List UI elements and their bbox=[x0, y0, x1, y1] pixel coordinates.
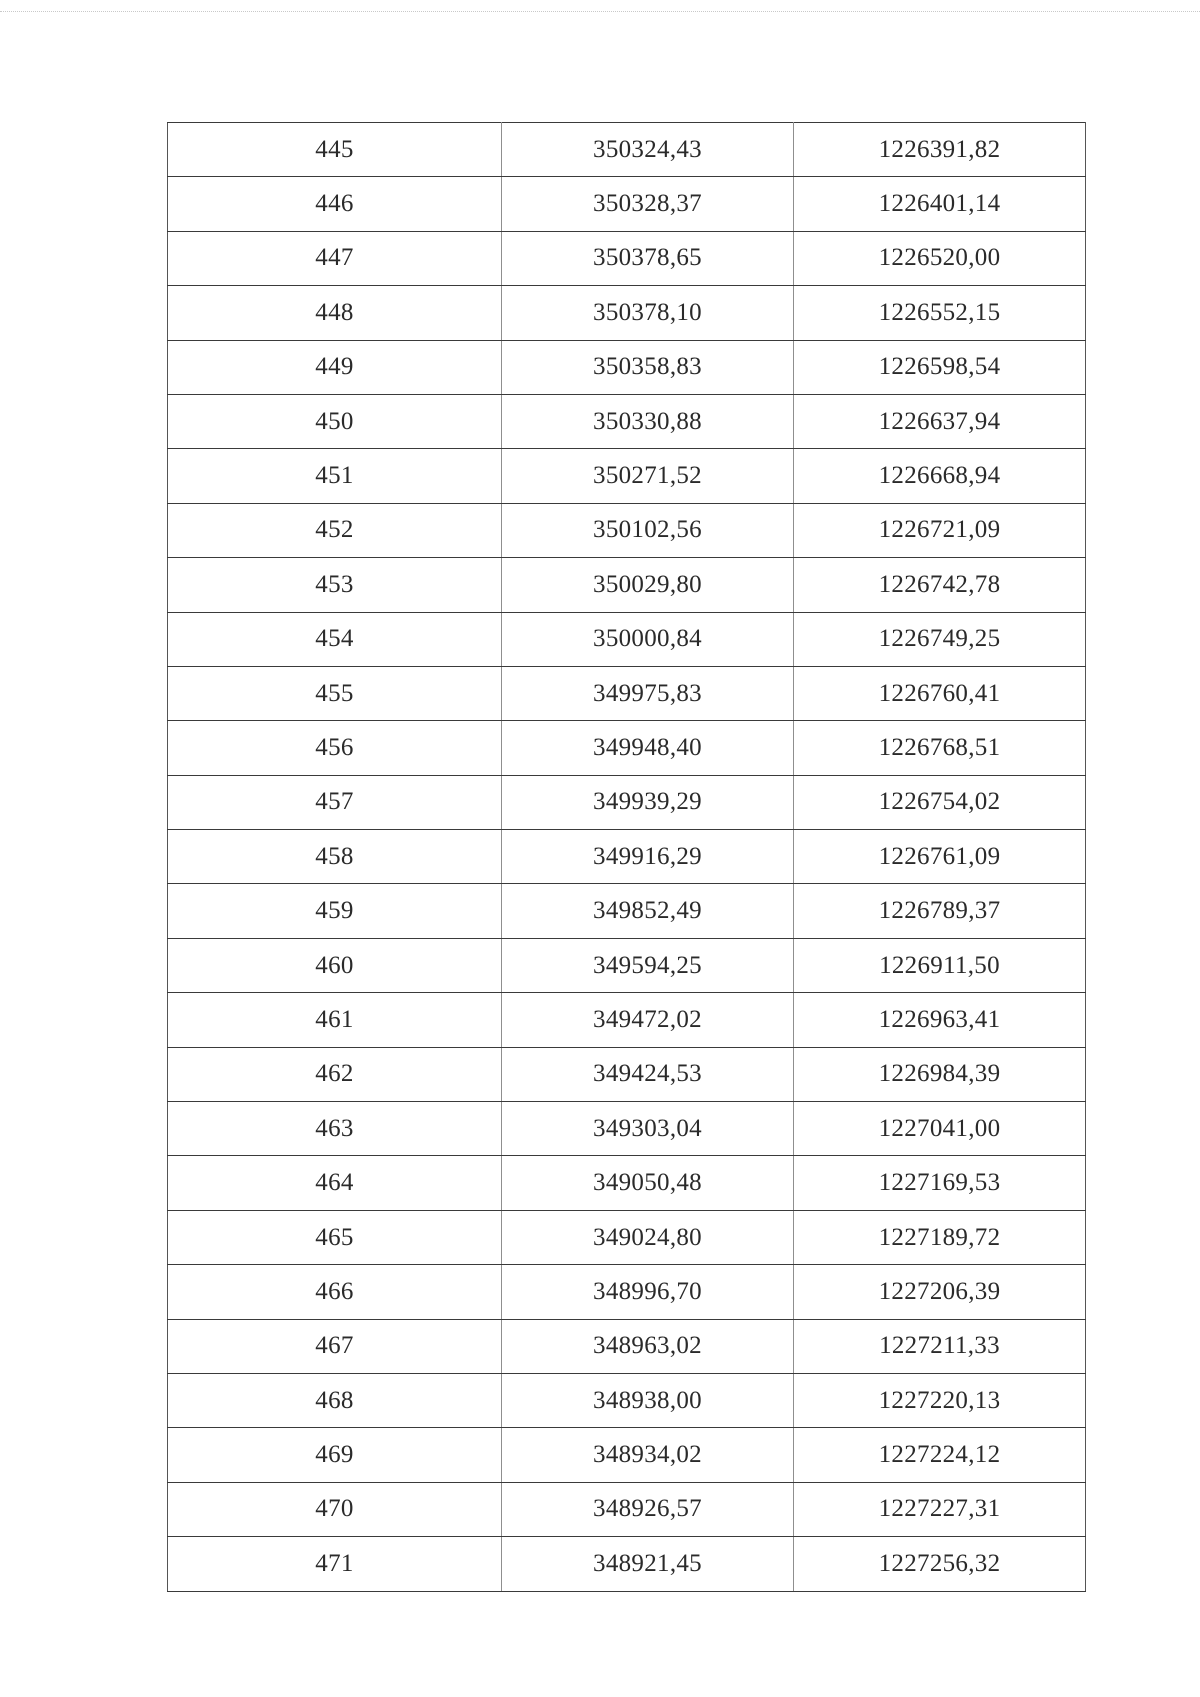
table-row bbox=[168, 1482, 1086, 1536]
point-number-cell: 458 bbox=[168, 830, 502, 884]
y-coordinate-cell: 1226789,37 bbox=[794, 884, 1086, 938]
point-number-cell: 456 bbox=[168, 721, 502, 775]
point-number-cell: 446 bbox=[168, 177, 502, 231]
point-number-cell: 453 bbox=[168, 558, 502, 612]
y-coordinate-cell: 1227256,32 bbox=[794, 1537, 1086, 1591]
table-row bbox=[168, 340, 1086, 394]
point-number-cell: 445 bbox=[168, 123, 502, 177]
x-coordinate-cell: 348963,02 bbox=[502, 1319, 794, 1373]
y-coordinate-cell: 1226668,94 bbox=[794, 449, 1086, 503]
point-number-cell: 468 bbox=[168, 1373, 502, 1427]
point-number-cell: 459 bbox=[168, 884, 502, 938]
table-row bbox=[168, 394, 1086, 448]
x-coordinate-cell: 350330,88 bbox=[502, 394, 794, 448]
x-coordinate-cell: 350358,83 bbox=[502, 340, 794, 394]
point-number-cell: 467 bbox=[168, 1319, 502, 1373]
y-coordinate-cell: 1227220,13 bbox=[794, 1373, 1086, 1427]
point-number-cell: 470 bbox=[168, 1482, 502, 1536]
point-number-cell: 461 bbox=[168, 993, 502, 1047]
table-row bbox=[168, 938, 1086, 992]
table-row bbox=[168, 1047, 1086, 1101]
table-row bbox=[168, 449, 1086, 503]
table-row bbox=[168, 1156, 1086, 1210]
table-row bbox=[168, 1102, 1086, 1156]
point-number-cell: 465 bbox=[168, 1210, 502, 1264]
y-coordinate-cell: 1227041,00 bbox=[794, 1102, 1086, 1156]
x-coordinate-cell: 349472,02 bbox=[502, 993, 794, 1047]
x-coordinate-cell: 350328,37 bbox=[502, 177, 794, 231]
y-coordinate-cell: 1226552,15 bbox=[794, 286, 1086, 340]
table-row bbox=[168, 558, 1086, 612]
y-coordinate-cell: 1226749,25 bbox=[794, 612, 1086, 666]
table-row bbox=[168, 1537, 1086, 1591]
y-coordinate-cell: 1227211,33 bbox=[794, 1319, 1086, 1373]
x-coordinate-cell: 348921,45 bbox=[502, 1537, 794, 1591]
coordinates-table bbox=[167, 122, 1086, 1592]
table-row bbox=[168, 884, 1086, 938]
table-row bbox=[168, 1373, 1086, 1427]
x-coordinate-cell: 348938,00 bbox=[502, 1373, 794, 1427]
y-coordinate-cell: 1226401,14 bbox=[794, 177, 1086, 231]
point-number-cell: 464 bbox=[168, 1156, 502, 1210]
y-coordinate-cell: 1226963,41 bbox=[794, 993, 1086, 1047]
table-row bbox=[168, 775, 1086, 829]
point-number-cell: 455 bbox=[168, 666, 502, 720]
x-coordinate-cell: 348934,02 bbox=[502, 1428, 794, 1482]
point-number-cell: 452 bbox=[168, 503, 502, 557]
x-coordinate-cell: 349024,80 bbox=[502, 1210, 794, 1264]
y-coordinate-cell: 1227224,12 bbox=[794, 1428, 1086, 1482]
point-number-cell: 450 bbox=[168, 394, 502, 448]
table-row bbox=[168, 503, 1086, 557]
point-number-cell: 469 bbox=[168, 1428, 502, 1482]
x-coordinate-cell: 349852,49 bbox=[502, 884, 794, 938]
point-number-cell: 462 bbox=[168, 1047, 502, 1101]
y-coordinate-cell: 1226391,82 bbox=[794, 123, 1086, 177]
y-coordinate-cell: 1226520,00 bbox=[794, 231, 1086, 285]
table-row bbox=[168, 177, 1086, 231]
point-number-cell: 466 bbox=[168, 1265, 502, 1319]
y-coordinate-cell: 1226598,54 bbox=[794, 340, 1086, 394]
x-coordinate-cell: 349050,48 bbox=[502, 1156, 794, 1210]
x-coordinate-cell: 350378,10 bbox=[502, 286, 794, 340]
x-coordinate-cell: 349303,04 bbox=[502, 1102, 794, 1156]
x-coordinate-cell: 350324,43 bbox=[502, 123, 794, 177]
x-coordinate-cell: 349975,83 bbox=[502, 666, 794, 720]
coordinates-table-body bbox=[168, 123, 1086, 1592]
point-number-cell: 460 bbox=[168, 938, 502, 992]
table-row bbox=[168, 123, 1086, 177]
y-coordinate-cell: 1226721,09 bbox=[794, 503, 1086, 557]
y-coordinate-cell: 1226984,39 bbox=[794, 1047, 1086, 1101]
y-coordinate-cell: 1226911,50 bbox=[794, 938, 1086, 992]
y-coordinate-cell: 1226637,94 bbox=[794, 394, 1086, 448]
y-coordinate-cell: 1227206,39 bbox=[794, 1265, 1086, 1319]
table-row bbox=[168, 1428, 1086, 1482]
y-coordinate-cell: 1227169,53 bbox=[794, 1156, 1086, 1210]
x-coordinate-cell: 349939,29 bbox=[502, 775, 794, 829]
x-coordinate-cell: 349948,40 bbox=[502, 721, 794, 775]
point-number-cell: 451 bbox=[168, 449, 502, 503]
table-row bbox=[168, 830, 1086, 884]
y-coordinate-cell: 1227227,31 bbox=[794, 1482, 1086, 1536]
y-coordinate-cell: 1227189,72 bbox=[794, 1210, 1086, 1264]
y-coordinate-cell: 1226760,41 bbox=[794, 666, 1086, 720]
point-number-cell: 457 bbox=[168, 775, 502, 829]
table-row bbox=[168, 231, 1086, 285]
point-number-cell: 448 bbox=[168, 286, 502, 340]
y-coordinate-cell: 1226768,51 bbox=[794, 721, 1086, 775]
y-coordinate-cell: 1226761,09 bbox=[794, 830, 1086, 884]
x-coordinate-cell: 348996,70 bbox=[502, 1265, 794, 1319]
point-number-cell: 447 bbox=[168, 231, 502, 285]
x-coordinate-cell: 349594,25 bbox=[502, 938, 794, 992]
x-coordinate-cell: 349424,53 bbox=[502, 1047, 794, 1101]
y-coordinate-cell: 1226754,02 bbox=[794, 775, 1086, 829]
x-coordinate-cell: 350029,80 bbox=[502, 558, 794, 612]
table-row bbox=[168, 666, 1086, 720]
table-row bbox=[168, 1319, 1086, 1373]
table-row bbox=[168, 1210, 1086, 1264]
table-row bbox=[168, 1265, 1086, 1319]
x-coordinate-cell: 350271,52 bbox=[502, 449, 794, 503]
point-number-cell: 454 bbox=[168, 612, 502, 666]
point-number-cell: 449 bbox=[168, 340, 502, 394]
x-coordinate-cell: 350102,56 bbox=[502, 503, 794, 557]
table-row bbox=[168, 286, 1086, 340]
page-top-edge bbox=[0, 11, 1200, 12]
point-number-cell: 463 bbox=[168, 1102, 502, 1156]
table-row bbox=[168, 993, 1086, 1047]
x-coordinate-cell: 349916,29 bbox=[502, 830, 794, 884]
point-number-cell: 471 bbox=[168, 1537, 502, 1591]
table-row bbox=[168, 721, 1086, 775]
y-coordinate-cell: 1226742,78 bbox=[794, 558, 1086, 612]
x-coordinate-cell: 350000,84 bbox=[502, 612, 794, 666]
x-coordinate-cell: 348926,57 bbox=[502, 1482, 794, 1536]
table-row bbox=[168, 612, 1086, 666]
x-coordinate-cell: 350378,65 bbox=[502, 231, 794, 285]
